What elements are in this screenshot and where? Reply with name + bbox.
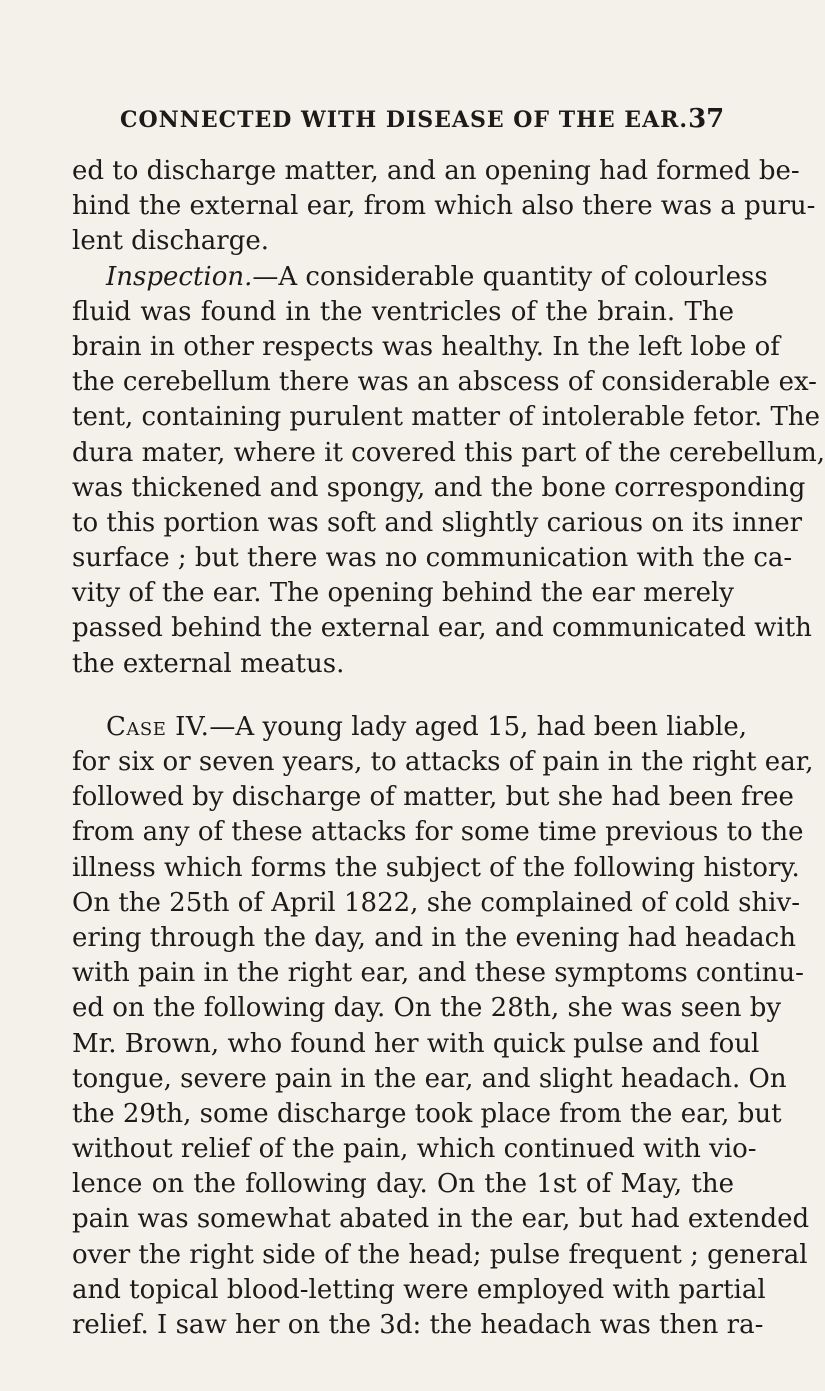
text-line: tongue, severe pain in the ear, and slight headach. On	[72, 1063, 787, 1094]
text-line: passed behind the external ear, and communicated with	[72, 613, 812, 644]
case-heading: Case IV.	[106, 711, 210, 742]
text-line: for six or seven years, to attacks of pain in the right ear,	[72, 747, 814, 777]
text-line: tent, containing purulent matter of intolerable fetor. The	[72, 402, 820, 433]
text-line: illness which forms the subject of the following history.	[72, 852, 800, 883]
text-fragment: —A young lady aged 15, had been liable,	[209, 711, 747, 742]
page-number: 37	[688, 104, 725, 134]
text-line: from any of these attacks for some time previous to the	[72, 817, 804, 848]
text-line: over the right side of the head; pulse frequent ; general	[72, 1239, 808, 1270]
text-line: with pain in the right ear, and these symptoms continu-	[72, 958, 804, 989]
text-line: vity of the ear. The opening behind the ear merely	[72, 578, 734, 609]
text-line: the external meatus.	[72, 648, 345, 679]
text-line: dura mater, where it covered this part of the cerebellum,	[72, 437, 825, 468]
paragraph-inspection	[72, 260, 825, 682]
text-line: lence on the following day. On the 1st of May, the	[72, 1169, 734, 1200]
text-line: ed on the following day. On the 28th, she was seen by	[72, 993, 782, 1024]
text-line: surface ; but there was no communication with the ca-	[72, 543, 793, 574]
text-line: without relief of the pain, which continued with vio-	[72, 1134, 757, 1165]
inspection-heading: Inspection.	[106, 261, 253, 292]
text-line: fluid was found in the ventricles of the brain. The	[72, 296, 734, 327]
text-line: lent discharge.	[72, 226, 269, 257]
text-line: the cerebellum there was an abscess of considerable ex-	[72, 367, 817, 398]
text-line: to this portion was soft and slightly carious on its inner	[72, 507, 803, 538]
text-line: Mr. Brown, who found her with quick pulse and foul	[72, 1028, 760, 1059]
text-line: pain was somewhat abated in the ear, but had extended	[72, 1204, 810, 1235]
text-line: the 29th, some discharge took place from the ear, but	[72, 1098, 782, 1129]
text-line	[72, 710, 747, 745]
text-line: and topical blood-letting were employed with partial	[72, 1274, 766, 1305]
text-line: was thickened and spongy, and the bone corresponding	[72, 472, 806, 503]
text-fragment: —A considerable quantity of colourless	[252, 261, 768, 292]
running-title: CONNECTED WITH DISEASE OF THE EAR.	[120, 107, 689, 133]
body-text	[72, 154, 825, 1343]
paragraph-gap	[72, 682, 734, 710]
paragraph-continuation	[72, 154, 816, 260]
text-line: brain in other respects was healthy. In the left lobe of	[72, 331, 780, 362]
text-line: ed to discharge matter, and an opening had formed be-	[72, 156, 800, 186]
text-line: On the 25th of April 1822, she complained of cold shiv-	[72, 887, 800, 918]
text-line	[72, 260, 768, 295]
text-line: relief. I saw her on the 3d: the headach was then ra-	[72, 1310, 764, 1340]
paragraph-case-iv	[72, 710, 814, 1343]
text-line: ering through the day, and in the evening had headach	[72, 922, 796, 953]
running-head	[120, 104, 725, 140]
text-line: followed by discharge of matter, but she had been free	[72, 782, 794, 813]
text-line: hind the external ear, from which also there was a puru-	[72, 191, 816, 222]
